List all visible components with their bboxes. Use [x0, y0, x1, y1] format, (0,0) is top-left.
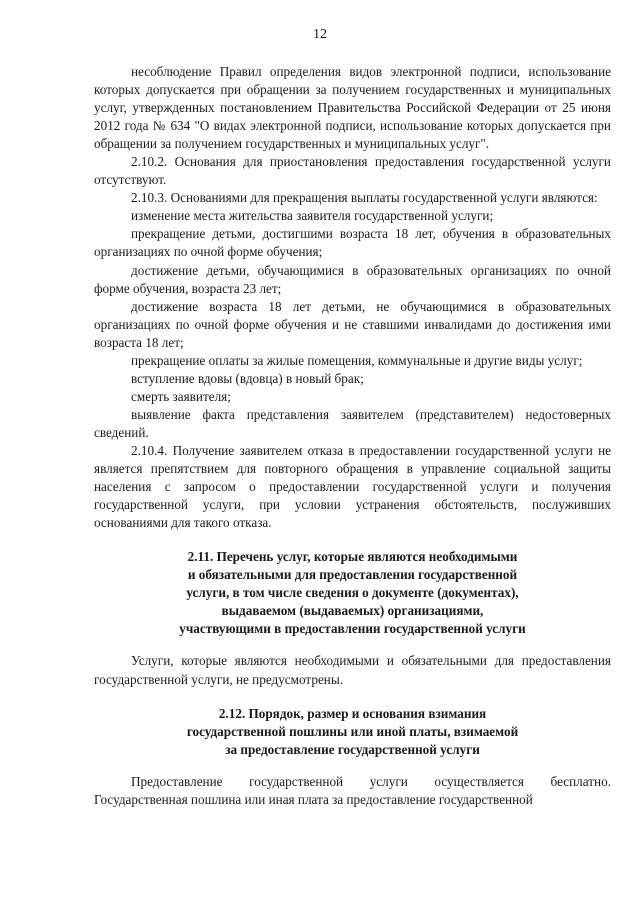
- paragraph-2-10-3: 2.10.3. Основаниями для прекращения выплаты государственной услуги являются:: [131, 190, 598, 206]
- section-2-11-title-line: и обязательными для предоставления государственной: [187, 567, 518, 583]
- page-number: 12: [313, 27, 327, 42]
- section-2-12-title: [94, 705, 611, 759]
- list-item-age-23: достижение детьми, обучающимися в образовательных организациях по очной форме обучения, возраста 23 лет;: [94, 262, 611, 296]
- list-item-death: смерть заявителя;: [131, 388, 231, 404]
- section-2-11-title-line: 2.11. Перечень услуг, которые являются необходимыми: [187, 549, 518, 565]
- section-2-11-text: Услуги, которые являются необходимыми и обязательными для предоставления государственной услуги, не предусмотрены.: [94, 653, 611, 687]
- paragraph-2-10-2: 2.10.2. Основания для приостановления предоставления государственной услуги отсутствуют.: [94, 154, 611, 188]
- list-item-residence-change: изменение места жительства заявителя государственной услуги;: [131, 208, 494, 224]
- list-item-study-termination: прекращение детьми, достигшими возраста 18 лет, обучения в образовательных организациях по очной форме обучения;: [94, 226, 611, 260]
- paragraph-2-10-4: 2.10.4. Получение заявителем отказа в предоставлении государственной услуги не является препятствием для повторного обращения в управление социальной защиты населения с запросом о предоставлении государственной услуги и получения государственной услуги, при условии устранения обстоятельств, послуживших основаниями для такого отказа.: [94, 442, 611, 531]
- list-item-age-18: достижение возраста 18 лет детьми, не обучающимися в образовательных организациях по очной форме обучения и не ставшими инвалидами до достижения ими возраста 18 лет;: [94, 298, 611, 350]
- section-2-11-title-line: услуги, в том числе сведения о документе (документах),: [186, 585, 519, 601]
- paragraph-esign-rules: несоблюдение Правил определения видов электронной подписи, использование которых допускается при обращении за получением государственных и муниципальных услуг, утвержденных постановлением Правительства Российской Федерации от 25 июня 2012 года № 634 "О видах электронной подписи, использование которых допускается при обращении за получением государственных и муниципальных услуг".: [94, 64, 611, 152]
- list-item-payment-termination: прекращение оплаты за жилые помещения, коммунальные и другие виды услуг;: [131, 352, 583, 368]
- list-item-false-info: выявление факта представления заявителем (представителем) недостоверных сведений.: [94, 406, 611, 440]
- section-2-12-title-line: 2.12. Порядок, размер и основания взимания: [218, 705, 487, 721]
- document-body: [94, 63, 611, 809]
- section-2-11-title: [94, 548, 611, 638]
- section-2-12-text: Предоставление государственной услуги осуществляется бесплатно. Государственная пошлина или иная плата за предоставление государственной: [94, 773, 611, 807]
- section-2-11-title-line: участвующими в предоставлении государственной услуги: [179, 621, 526, 637]
- section-2-12-title-line: государственной пошлины или иной платы, взимаемой: [186, 723, 519, 739]
- section-2-11-title-line: выдаваемом (выдаваемых) организациями,: [221, 603, 484, 619]
- section-2-12-title-line: за предоставление государственной услуги: [225, 741, 480, 757]
- list-item-remarriage: вступление вдовы (вдовца) в новый брак;: [131, 370, 364, 386]
